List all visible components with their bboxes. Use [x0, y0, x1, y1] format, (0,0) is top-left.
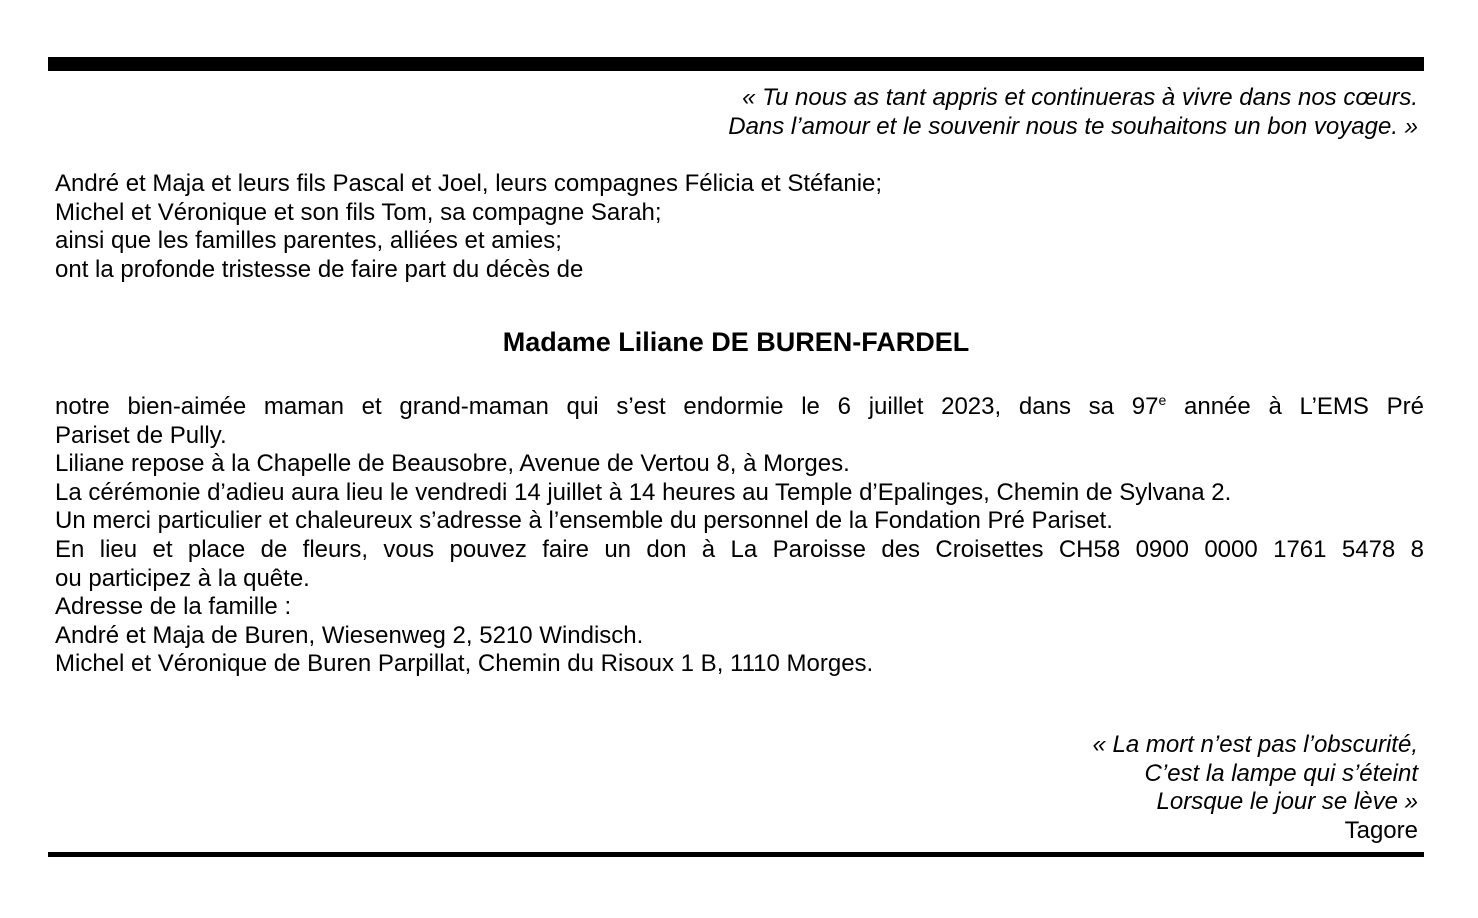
closing-quote-line-3: Lorsque le jour se lève »: [1156, 788, 1418, 816]
family-intro-line-2: Michel et Véronique et son fils Tom, sa compagne Sarah;: [55, 198, 662, 226]
family-intro: [55, 170, 1424, 284]
top-rule: [48, 57, 1424, 71]
opening-quote: [48, 84, 1418, 141]
notice-line-1-tail: année à L’EMS Pré: [1166, 393, 1425, 420]
notice-line-10: Michel et Véronique de Buren Parpillat, Chemin du Risoux 1 B, 1110 Morges.: [55, 650, 874, 678]
quote-attribution: Tagore: [1344, 816, 1418, 844]
opening-quote-line-2: Dans l’amour et le souvenir nous te souhaitons un bon voyage. »: [728, 112, 1418, 140]
bottom-rule: [48, 852, 1424, 857]
notice-line-9: André et Maja de Buren, Wiesenweg 2, 5210 Windisch.: [55, 621, 644, 649]
closing-quote: [48, 731, 1418, 845]
document-sheet: [48, 0, 1424, 918]
notice-line-3: Liliane repose à la Chapelle de Beausobre, Avenue de Vertou 8, à Morges.: [55, 450, 850, 478]
notice-line-7: ou participez à la quête.: [55, 564, 310, 592]
notice-line-1: [55, 393, 1424, 422]
family-intro-line-4: ont la profonde tristesse de faire part du décès de: [55, 255, 584, 283]
notice-line-6: En lieu et place de fleurs, vous pouvez faire un don à La Paroisse des Croisettes CH58 0900 0000 1761 5478 8: [55, 535, 1424, 563]
notice-line-4: La cérémonie d’adieu aura lieu le vendredi 14 juillet à 14 heures au Temple d’Epalinges, Chemin de Sylvana 2.: [55, 478, 1232, 506]
deceased-name: Madame Liliane DE BUREN-FARDEL: [502, 327, 970, 357]
opening-quote-line-1: « Tu nous as tant appris et continueras à vivre dans nos cœurs.: [742, 84, 1418, 111]
notice-line-2: Pariset de Pully.: [55, 421, 227, 449]
notice-line-8: Adresse de la famille :: [55, 593, 292, 621]
ordinal-superscript: e: [1158, 392, 1167, 408]
closing-quote-line-2: C’est la lampe qui s’éteint: [1144, 759, 1418, 787]
family-intro-line-3: ainsi que les familles parentes, alliées et amies;: [55, 227, 562, 255]
closing-quote-line-1: « La mort n’est pas l’obscurité,: [1092, 731, 1418, 758]
notice-line-1-text: notre bien-aimée maman et grand-maman qui s’est endormie le 6 juillet 2023, dans sa 97: [55, 393, 1159, 420]
family-intro-line-1: André et Maja et leurs fils Pascal et Joel, leurs compagnes Félicia et Stéfanie;: [55, 170, 883, 197]
notice-line-5: Un merci particulier et chaleureux s’adresse à l’ensemble du personnel de la Fondation Pré Pariset.: [55, 507, 1113, 535]
notice-body: [55, 393, 1424, 679]
